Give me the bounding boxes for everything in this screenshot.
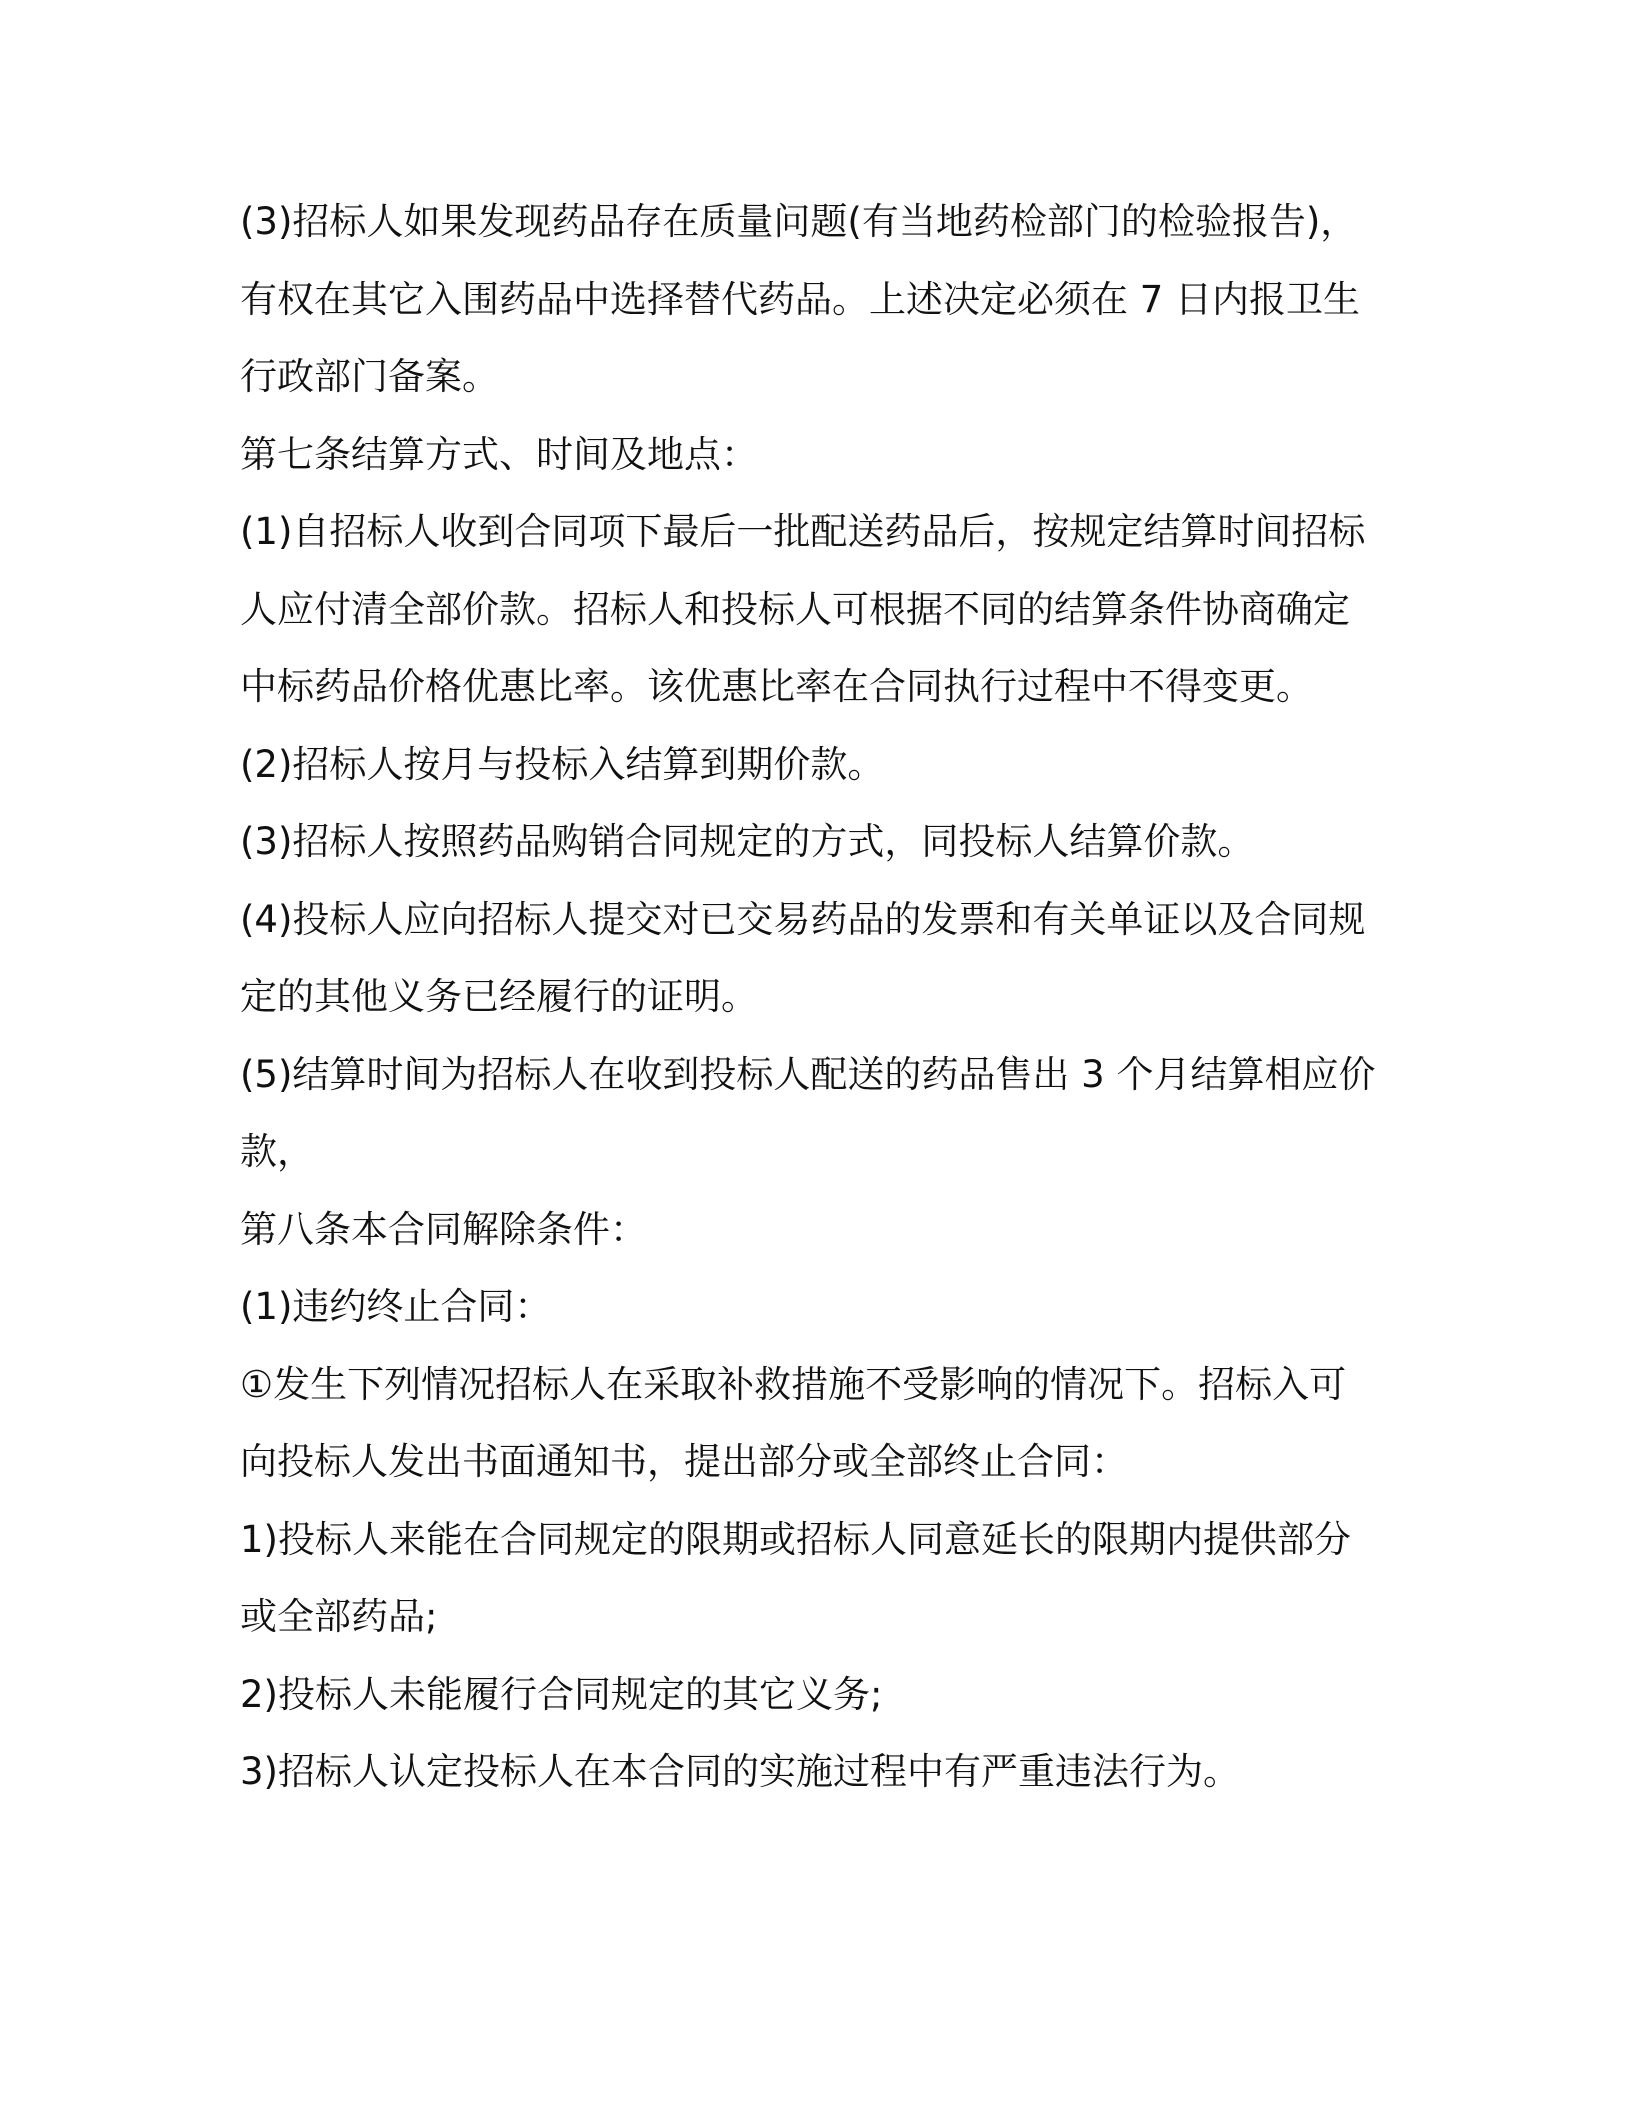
heading-article-8: 第八条本合同解除条件： — [240, 1207, 647, 1251]
heading-article-7: 第七条结算方式、时间及地点： — [240, 432, 758, 476]
paragraph-settlement-3: (3)招标人按照药品购销合同规定的方式，同投标人结算价款。 — [240, 820, 1255, 863]
paragraph-termination-item-2: 2)投标人未能履行合同规定的其它义务; — [240, 1672, 883, 1716]
paragraph-termination-circle-1: ①发生下列情况招标人在采取补救措施不受影响的情况下。招标入可向投标人发出书面通知书，提出部分或全部终止合同： — [240, 1362, 1347, 1483]
document-body — [240, 183, 1380, 1811]
paragraph-settlement-1: (1)自招标人收到合同项下最后一批配送药品后，按规定结算时间招标人应付清全部价款。招标人和投标人可根据不同的结算条件协商确定中标药品价格优惠比率。该优惠比率在合同执行过程中不得变更。 — [240, 510, 1366, 708]
paragraph-settlement-2: (2)招标人按月与投标入结算到期价款。 — [240, 742, 885, 786]
paragraph-termination-item-1: 1)投标人来能在合同规定的限期或招标人同意延长的限期内提供部分或全部药品; — [240, 1517, 1351, 1638]
paragraph-settlement-5: (5)结算时间为招标人在收到投标人配送的药品售出 3 个月结算相应价款， — [240, 1052, 1376, 1173]
paragraph-quality-issue: (3)招标人如果发现药品存在质量问题(有当地药检部门的检验报告)，有权在其它入围药品中选择替代药品。上述决定必须在 7 日内报卫生行政部门备案。 — [240, 200, 1361, 398]
paragraph-termination-1: (1)违约终止合同： — [240, 1285, 552, 1328]
paragraph-settlement-4: (4)投标人应向招标人提交对已交易药品的发票和有关单证以及合同规定的其他义务已经履行的证明。 — [240, 897, 1366, 1018]
paragraph-termination-item-3: 3)招标人认定投标人在本合同的实施过程中有严重违法行为。 — [240, 1750, 1240, 1793]
